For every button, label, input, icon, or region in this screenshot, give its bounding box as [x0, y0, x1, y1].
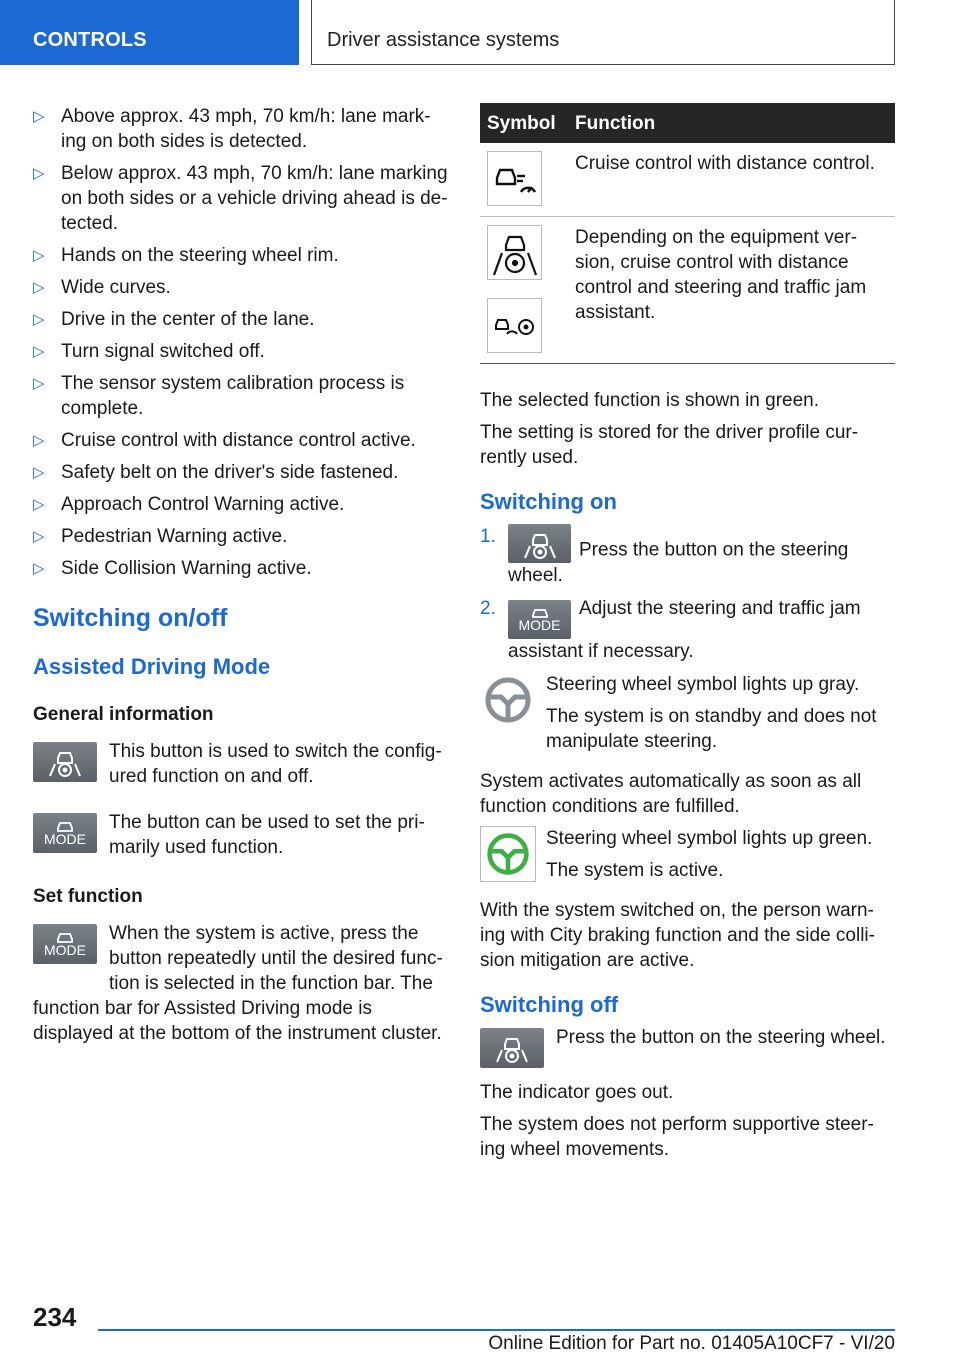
- table-cell-function: Cruise control with distance control.: [568, 143, 895, 217]
- symbol-table: [480, 103, 895, 364]
- table-header-symbol: Symbol: [480, 103, 568, 143]
- mode-button-label: MODE: [44, 831, 86, 847]
- paragraph-setting-stored: The setting is stored for the driver profile cur-rently used.: [480, 422, 859, 468]
- list-item: ▷ Turn signal switched off.: [33, 339, 448, 364]
- list-item: ▷ Hands on the steering wheel rim.: [33, 243, 448, 268]
- mode-button-icon: [508, 600, 571, 639]
- right-column: [480, 103, 895, 1169]
- assist-button-icon: [508, 524, 571, 563]
- list-item: ▷ Side Collision Warning active.: [33, 556, 448, 581]
- set-function-paragraph: When the system is active, press the button repeatedly until the desired func-tion is selected in the function bar. The function bar for Assisted Driving mode is displayed at the bottom of the instrument cluster.: [33, 923, 443, 1044]
- mode-button-icon: [33, 813, 97, 853]
- assist-button-icon: [33, 742, 97, 782]
- assist-button-icon: [480, 1028, 544, 1068]
- step-1-text: Press the button on the steering wheel.: [508, 539, 849, 586]
- mode-button-label: MODE: [44, 942, 86, 958]
- list-item: ▷ Pedestrian Warning active.: [33, 524, 448, 549]
- table-row: [480, 143, 895, 217]
- conditions-list: [33, 104, 448, 581]
- footer-divider: [98, 1329, 895, 1331]
- mode-button-label: MODE: [518, 617, 561, 633]
- paragraph-indicator-out: The indicator goes out.: [480, 1082, 674, 1103]
- table-row: [480, 217, 895, 364]
- general-paragraph-1: This button is used to switch the config-ured function on and off.: [109, 741, 442, 787]
- table-cell-function: Depending on the equipment ver-sion, cruise control with distance control and steering and traffic jam assistant.: [568, 217, 895, 364]
- steering-wheel-gray-icon: [480, 672, 536, 728]
- list-item: ▷ Approach Control Warning active.: [33, 492, 448, 517]
- cruise-distance-icon: [487, 151, 542, 206]
- left-column: [33, 104, 448, 1053]
- header-section-tab: [0, 0, 299, 65]
- list-item: ▷ Above approx. 43 mph, 70 km/h: lane mark-ing on both sides is detected.: [33, 104, 448, 154]
- table-header-function: Function: [568, 103, 895, 143]
- gray-status-detail: The system is on standby and does not manipulate steering.: [546, 706, 877, 752]
- standby-indicator-row: [480, 672, 895, 761]
- step-number: 1.: [480, 526, 496, 547]
- list-item: ▷ Drive in the center of the lane.: [33, 307, 448, 332]
- list-item: ▷ Safety belt on the driver's side fastened.: [33, 460, 448, 485]
- paragraph-no-steering: The system does not perform supportive steer-ing wheel movements.: [480, 1114, 874, 1160]
- step-2: [480, 596, 895, 664]
- paragraph-selected-green: The selected function is shown in green.: [480, 390, 820, 411]
- green-status-detail: The system is active.: [546, 860, 724, 881]
- heading-switching-on-off: Switching on/off: [33, 604, 228, 632]
- step-number: 2.: [480, 598, 496, 619]
- header-section-label: CONTROLS: [33, 29, 147, 51]
- header-chapter-box: [311, 0, 895, 65]
- list-item: ▷ The sensor system calibration process is complete.: [33, 371, 448, 421]
- active-indicator-row: [480, 826, 895, 890]
- cruise-steering-icon: [487, 298, 542, 353]
- heading-switching-on: Switching on: [480, 489, 617, 514]
- paragraph-person-warning: With the system switched on, the person warn-ing with City braking function and the side colli-sion mitigation are active.: [480, 900, 875, 971]
- steering-traffic-jam-icon: [487, 225, 542, 280]
- general-paragraph-2: The button can be used to set the pri-marily used function.: [109, 812, 425, 858]
- gray-status-text: Steering wheel symbol lights up gray.: [546, 674, 860, 695]
- paragraph-auto-activate: System activates automatically as soon as all function conditions are fulfilled.: [480, 771, 862, 817]
- page-number: 234: [33, 1302, 77, 1332]
- list-item: ▷ Cruise control with distance control active.: [33, 428, 448, 453]
- steering-wheel-green-icon: [480, 826, 536, 882]
- footer-edition: Online Edition for Part no. 01405A10CF7 - VI/20: [488, 1333, 895, 1354]
- switching-off-text: Press the button on the steering wheel.: [556, 1027, 886, 1048]
- heading-assisted-driving-mode: Assisted Driving Mode: [33, 654, 271, 679]
- list-item: ▷ Below approx. 43 mph, 70 km/h: lane marking on both sides or a vehicle driving ahead is de-tected.: [33, 161, 448, 236]
- step-2-text: Adjust the steering and traffic jam assistant if necessary.: [508, 598, 861, 662]
- list-item: ▷ Wide curves.: [33, 275, 448, 300]
- heading-switching-off: Switching off: [480, 992, 619, 1017]
- step-1: [480, 524, 895, 588]
- header-chapter-label: Driver assistance systems: [327, 29, 560, 51]
- heading-set-function: Set function: [33, 886, 143, 907]
- heading-general-information: General information: [33, 704, 214, 725]
- green-status-text: Steering wheel symbol lights up green.: [546, 828, 873, 849]
- mode-button-icon: [33, 924, 97, 964]
